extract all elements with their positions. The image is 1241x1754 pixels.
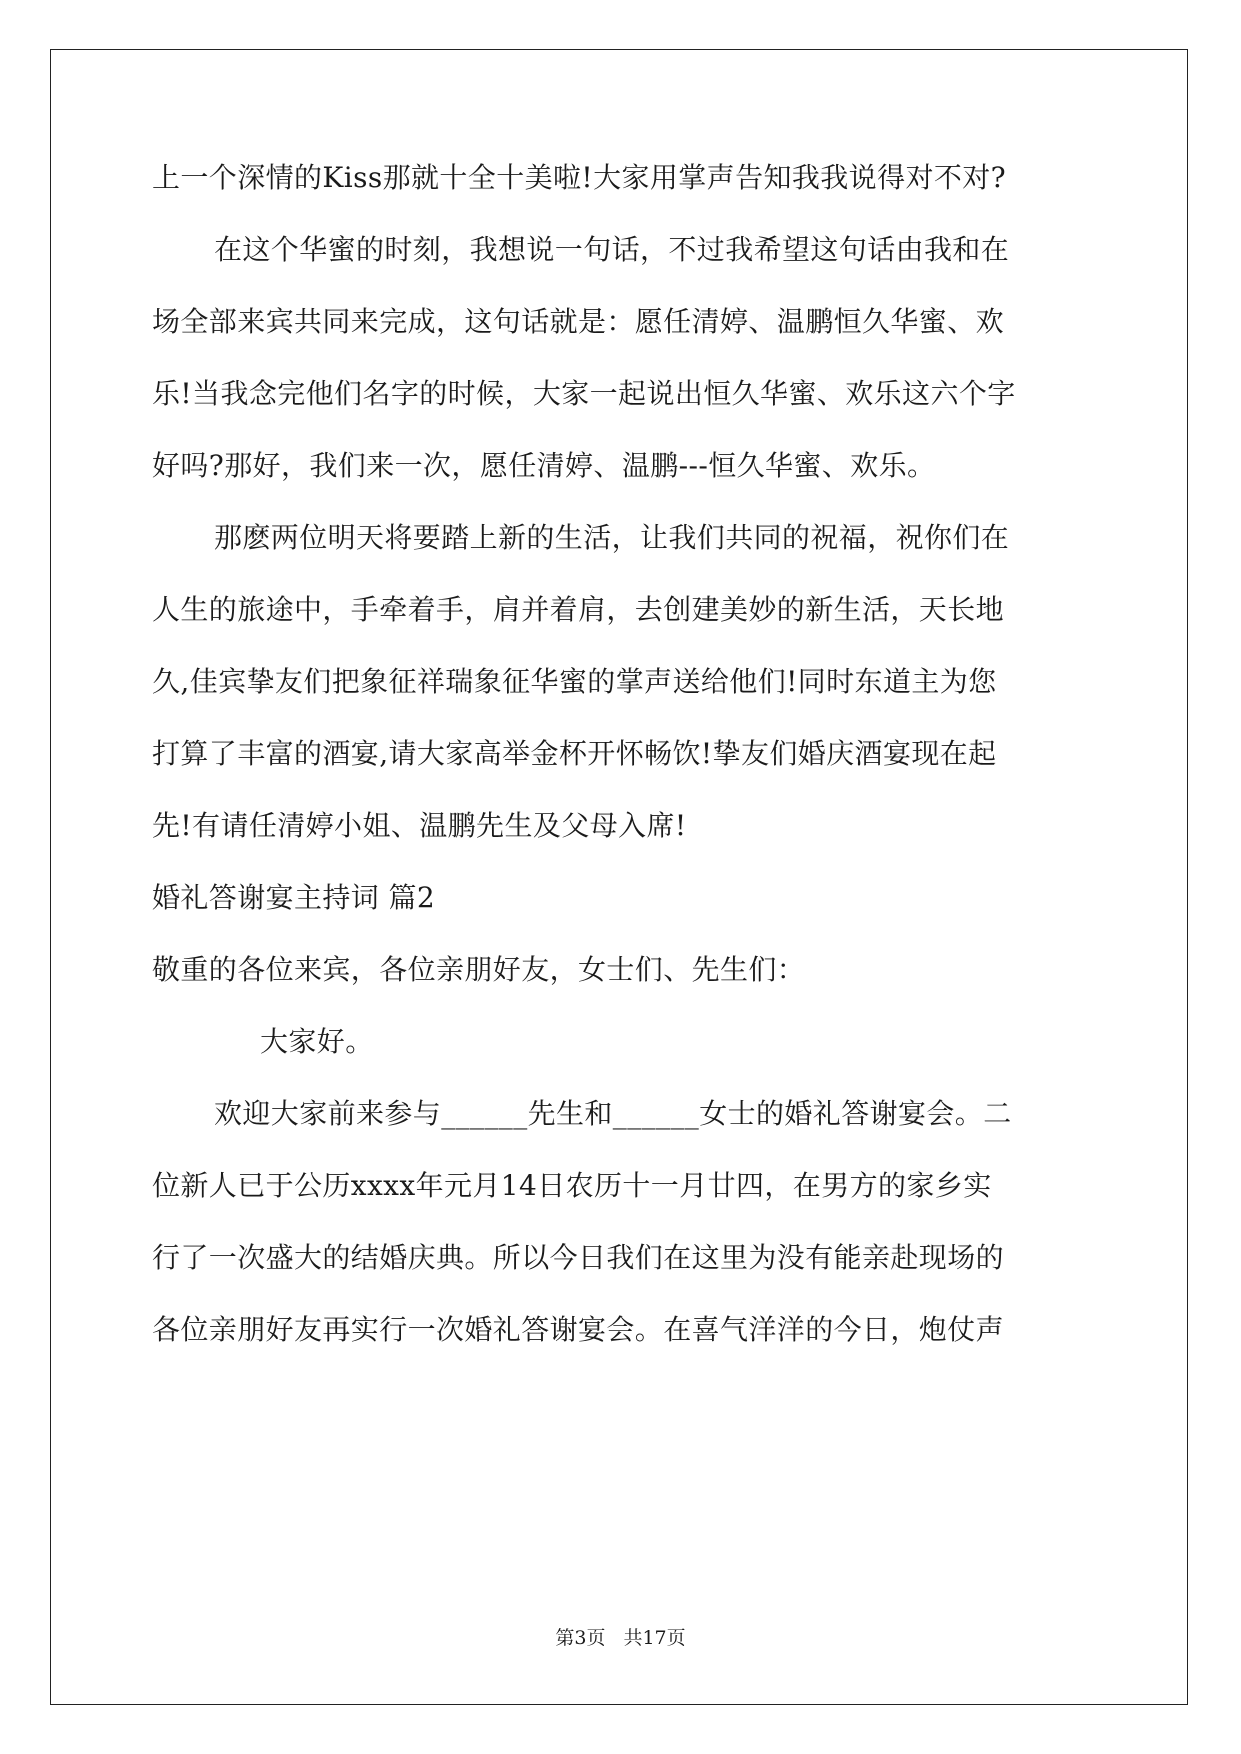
paragraph-line: 各位亲朋好友再实行一次婚礼答谢宴会。在喜气洋洋的今日，炮仗声 [152, 1313, 1005, 1346]
page-frame [50, 49, 1188, 1705]
paragraph-line: 那麽两位明天将要踏上新的生活，让我们共同的祝福，祝你们在 [214, 521, 1010, 554]
paragraph-line: 乐!当我念完他们名字的时候，大家一起说出恒久华蜜、欢乐这六个字 [152, 377, 1016, 410]
page-footer [0, 1626, 1241, 1650]
paragraph-line: 场全部来宾共同来完成，这句话就是：愿任清婷、温鹏恒久华蜜、欢 [152, 305, 1005, 338]
paragraph-line: 在这个华蜜的时刻，我想说一句话，不过我希望这句话由我和在 [214, 233, 1010, 266]
paragraph-line: 久,佳宾挚友们把象征祥瑞象征华蜜的掌声送给他们!同时东道主为您 [152, 665, 997, 698]
paragraph-line: 行了一次盛大的结婚庆典。所以今日我们在这里为没有能亲赴现场的 [152, 1241, 1005, 1274]
paragraph-line: 先!有请任清婷小姐、温鹏先生及父母入席! [152, 809, 687, 842]
page-number: 第3页 [555, 1627, 606, 1649]
paragraph-line: 人生的旅途中，手牵着手，肩并着肩，去创建美妙的新生活，天长地 [152, 593, 1005, 626]
section-heading: 婚礼答谢宴主持词 篇2 [152, 881, 436, 914]
paragraph-line: 打算了丰富的酒宴,请大家高举金杯开怀畅饮!挚友们婚庆酒宴现在起 [152, 737, 997, 770]
salutation: 敬重的各位来宾，各位亲朋好友，女士们、先生们： [152, 953, 806, 986]
paragraph-line: 上一个深情的Kiss那就十全十美啦!大家用掌声告知我我说得对不对? [152, 161, 1007, 194]
paragraph-line: 好吗?那好，我们来一次，愿任清婷、温鹏---恒久华蜜、欢乐。 [152, 449, 936, 482]
page-total: 共17页 [623, 1627, 686, 1649]
paragraph-line: 欢迎大家前来参与______先生和______女士的婚礼答谢宴会。二 [214, 1097, 1012, 1130]
greeting: 大家好。 [260, 1025, 374, 1058]
paragraph-line: 位新人已于公历xxxx年元月14日农历十一月廿四，在男方的家乡实 [152, 1169, 992, 1202]
